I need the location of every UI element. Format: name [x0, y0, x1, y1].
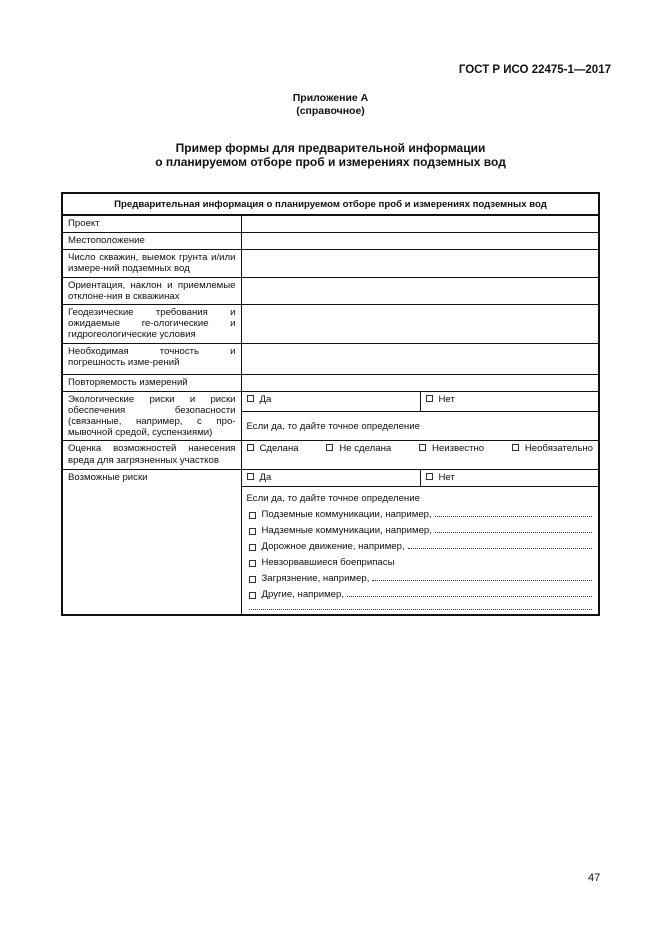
label-eco-risks: Экологические риски и риски обеспечения безопасности (связанные, например, с про-мывочной средой, суспензиями): [62, 391, 241, 441]
eco-risks-specify: Если да, то дайте точное определение: [241, 411, 599, 441]
checkbox-icon[interactable]: [249, 592, 256, 599]
form-row-project: [62, 215, 599, 233]
document-code: ГОСТ Р ИСО 22475-1—2017: [458, 64, 611, 76]
fill-line[interactable]: [408, 548, 592, 549]
label-project: Проект: [62, 215, 241, 233]
possible-risks-no-option[interactable]: [420, 470, 599, 487]
checkbox-icon[interactable]: [249, 560, 256, 567]
checkbox-icon[interactable]: [326, 444, 333, 451]
risk-item-label: Надземные коммуникации, например,: [261, 525, 432, 537]
label-geodetic: Геодезические требования и ожидаемые ге-ологические и гидрогеологические условия: [62, 305, 241, 344]
fill-line[interactable]: [372, 580, 592, 581]
form-header: Предварительная информация о планируемом отборе проб и измерениях подземных вод: [62, 193, 599, 215]
eco-risks-yes-option[interactable]: [241, 391, 420, 411]
harm-assessment-options: [241, 441, 599, 470]
form-row-location: [62, 233, 599, 250]
risk-item-label: Подземные коммуникации, например,: [261, 509, 432, 521]
label-accuracy: Необходимая точность и погрешность изме-рений: [62, 343, 241, 374]
form-row-accuracy: [62, 343, 599, 374]
checkbox-icon[interactable]: [249, 512, 256, 519]
checkbox-icon[interactable]: [247, 444, 254, 451]
possible-risks-details: [241, 487, 599, 616]
eco-risks-no-option[interactable]: [420, 391, 599, 411]
label-location: Местоположение: [62, 233, 241, 250]
field-orientation[interactable]: [241, 277, 599, 304]
field-accuracy[interactable]: [241, 343, 599, 374]
risk-item-label: Невзорвавшиеся боеприпасы: [261, 557, 395, 569]
risk-item[interactable]: [249, 520, 593, 536]
checkbox-icon[interactable]: [419, 444, 426, 451]
eco-risks-yes-label: Да: [259, 393, 272, 405]
harm-option-unknown[interactable]: [419, 443, 484, 454]
form-title-line-2: о планируемом отборе проб и измерениях подземных вод: [155, 155, 506, 169]
risk-item-label: Дорожное движение, например,: [261, 541, 405, 553]
form-row-harm-assessment: [62, 441, 599, 470]
label-possible-risks: Возможные риски: [62, 470, 241, 616]
risk-item[interactable]: [249, 568, 593, 584]
harm-option-optional[interactable]: [512, 443, 593, 454]
checkbox-icon[interactable]: [247, 395, 254, 402]
risk-item[interactable]: [249, 552, 593, 568]
harm-option-done-label: Сделана: [259, 443, 299, 455]
label-repeatability: Повторяемость измерений: [62, 374, 241, 391]
form-row-orientation: [62, 277, 599, 304]
checkbox-icon[interactable]: [249, 576, 256, 583]
eco-risks-no-label: Нет: [438, 393, 455, 405]
form-row-possible-risks: [62, 470, 599, 487]
form-row-wells-count: [62, 250, 599, 277]
possible-risks-specify: Если да, то дайте точное определение: [246, 493, 420, 505]
form-row-geodetic: [62, 305, 599, 344]
label-harm-assessment: Оценка возможностей нанесения вреда для загрязненных участков: [62, 441, 241, 470]
label-wells-count: Число скважин, выемок грунта и/или измере-ний подземных вод: [62, 250, 241, 277]
harm-option-done[interactable]: [247, 443, 299, 454]
checkbox-icon[interactable]: [249, 528, 256, 535]
field-wells-count[interactable]: [241, 250, 599, 277]
appendix-type: (справочное): [296, 105, 365, 117]
checkbox-icon[interactable]: [512, 444, 519, 451]
risk-item[interactable]: [249, 584, 593, 600]
field-repeatability[interactable]: [241, 374, 599, 391]
form-row-repeatability: [62, 374, 599, 391]
risk-item-label: Другие, например,: [261, 589, 345, 601]
checkbox-icon[interactable]: [247, 473, 254, 480]
appendix-title: Приложение А: [292, 92, 369, 104]
pre-information-form: [61, 192, 600, 616]
checkbox-icon[interactable]: [426, 395, 433, 402]
field-location[interactable]: [241, 233, 599, 250]
risk-item-label: Загрязнение, например,: [261, 573, 370, 585]
risk-item[interactable]: [249, 504, 593, 520]
field-geodetic[interactable]: [241, 305, 599, 344]
fill-line[interactable]: [347, 596, 592, 597]
possible-risks-no-label: Нет: [438, 472, 455, 484]
form-title-line-1: Пример формы для предварительной информации: [175, 141, 486, 155]
fill-line[interactable]: [435, 532, 592, 533]
possible-risks-yes-label: Да: [259, 472, 272, 484]
checkbox-icon[interactable]: [426, 473, 433, 480]
risk-item[interactable]: [249, 536, 593, 552]
harm-option-optional-label: Необязательно: [524, 443, 593, 455]
harm-option-not-done-label: Не сделана: [339, 443, 392, 455]
possible-risks-yes-option[interactable]: [241, 470, 420, 487]
form-row-eco-risks: [62, 391, 599, 411]
checkbox-icon[interactable]: [249, 544, 256, 551]
label-orientation: Ориентация, наклон и приемлемые отклоне-ния в скважинах: [62, 277, 241, 304]
form-header-row: [62, 193, 599, 215]
field-project[interactable]: [241, 215, 599, 233]
form-title: [0, 141, 661, 169]
page-number: 47: [588, 872, 601, 884]
harm-option-not-done[interactable]: [326, 443, 391, 454]
fill-line[interactable]: [435, 516, 592, 517]
appendix-heading: [0, 92, 661, 118]
harm-option-unknown-label: Неизвестно: [431, 443, 485, 455]
fill-line[interactable]: [249, 600, 593, 610]
